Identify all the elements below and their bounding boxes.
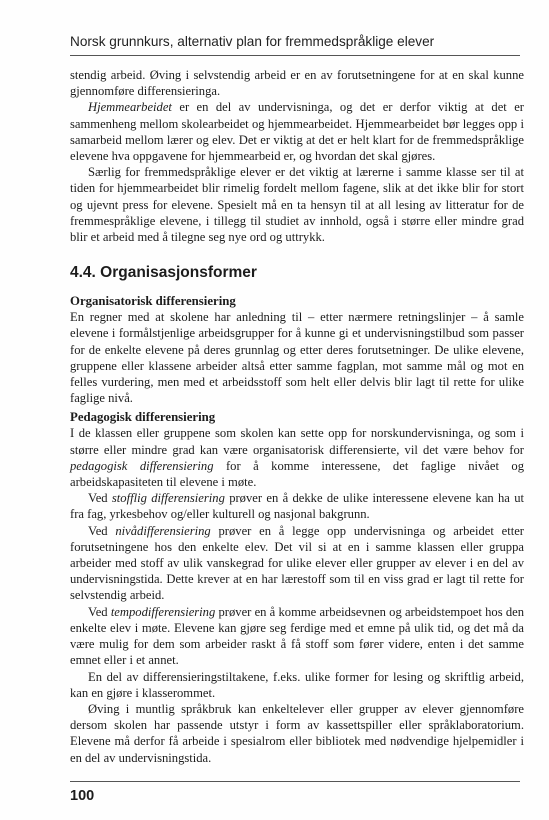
paragraph-tempo-lead: Ved [88,604,111,619]
emphasis-niva: nivådifferensiering [115,523,211,538]
paragraph-hjemmearbeid [70,99,524,164]
emphasis-tempo: tempodifferensiering [110,604,216,619]
paragraph-pedagogisk-text-b: for å komme interessene, det faglige nivået og arbeidskapasiteten til elevene i møte. [70,458,525,490]
paragraph-fremmedspraklige: Særlig for fremmedspråklige elever er det viktig at lærerne i samme klasse ser til at tiden for hjemmearbeidet blir rimelig fordelt mellom fagene, slik at det ikke blir for stort og ujevnt press for elevene. Spesielt må en ta hensyn til at all lesing av litteratur for de fremmespråklige elevene, i tillegg til studiet av innhold, også i større eller mindre grad blir et arbeid med å tilegne seg nye ord og uttrykk. [70,165,524,245]
footer-rule [70,781,520,782]
paragraph-pedagogisk [70,425,524,490]
running-header: Norsk grunnkurs, alternativ plan for fremmedspråklige elever [70,34,435,49]
emphasis-stofflig: stofflig differensiering [111,491,225,506]
page-number: 100 [70,788,95,804]
emphasis-pedagogisk: pedagogisk differensiering [70,458,214,473]
body-text [70,67,524,766]
emphasis-hjemmearbeidet: Hjemmearbeidet [88,100,172,115]
section-heading: 4.4. Organisasjonsformer [70,264,257,282]
paragraph-selvstendig-arbeid: stendig arbeid. Øving i selvstendig arbeid er en av forutsetningene for at en skal kunne gjennomføre differensieringa. [70,68,524,99]
paragraph-tempo-text: prøver en å komme arbeidsevnen og arbeidstempoet hos den enkelte elev i møte. Elevene kan gjøre seg ferdige med et emne på ulik tid, og det må da være mulig for dem som arbeider raskt å få stoff som fører videre, enten i det samme emnet eller i et annet. [70,604,524,668]
paragraph-stofflig-lead: Ved [88,491,112,506]
paragraph-muntlig: Øving i muntlig språkbruk kan enkeltelever eller grupper av elever gjennomføre dersom skolen har passende utstyr i form av kassettspiller eller språklaboratorium. Elevene må derfor få arbeide i spesialrom eller bibliotek med nødvendige hjelpemidler i en del av undervisningstida. [70,701,524,765]
paragraph-organisatorisk: En regner med at skolene har anledning til – etter nærmere retningslinjer – å samle elevene i formålstjenlige arbeidsgrupper for å kunne gi et undervisningstilbud som passer for de enkelte elevene på deres grunnlag og etter deres forutsetninger. De ulike elevene, gruppene eller klassene arbeider altså etter samme fagplan, mot samme mål og mot en felles vurdering, men med et arbeidsstoff som helt eller delvis blir lagt til rette for ulike faglige nivå. [70,310,524,406]
paragraph-niva-text: prøver en å legge opp undervisninga og arbeidet etter forutsetningene hos den enkelte elev. Det vil si at en i samme klassen eller gruppa arbeider med stoff av ulik vanskegrad for ulike elever eller grupper av elever i en del av undervisningstida. Dette krever at en har lærestoff som til en viss grad er lagt til rette for selvstendig arbeid. [70,523,525,603]
paragraph-stofflig [70,490,524,522]
header-rule [70,55,520,56]
paragraph-stofflig-text: prøver en å dekke de ulike interessene elevene kan ha ut fra fag, yrkesbehov og/eller kulturell og nasjonal bakgrunn. [70,491,525,522]
paragraph-niva [70,523,524,604]
paragraph-niva-lead: Ved [88,523,116,538]
paragraph-pedagogisk-text-a: I de klassen eller gruppene som skolen kan sette opp for norskundervisninga, og som i større eller mindre grad kan være organisatorisk differensierte, vil det være behov for [70,426,524,457]
subheading-pedagogisk: Pedagogisk differensiering [70,410,216,425]
paragraph-tempo [70,604,524,669]
subheading-organisatorisk: Organisatorisk differensiering [70,294,236,309]
paragraph-tiltak: En del av differensieringstiltakene, f.eks. ulike former for lesing og skriftlig arbeid, kan en gjøre i klasserommet. [70,669,524,700]
paragraph-hjemmearbeid-text: er en del av undervisninga, og det er derfor viktig at det er sammenheng mellom skolearbeidet og hjemmearbeidet. Hjemmearbeidet bør legges opp i samarbeid mellom lærer og elev. Det er viktig at det er helt klart for de fremmedspråklige elevene hva oppgavene for hjemmearbeid er, og hvordan det skal gjøres. [70,100,524,164]
